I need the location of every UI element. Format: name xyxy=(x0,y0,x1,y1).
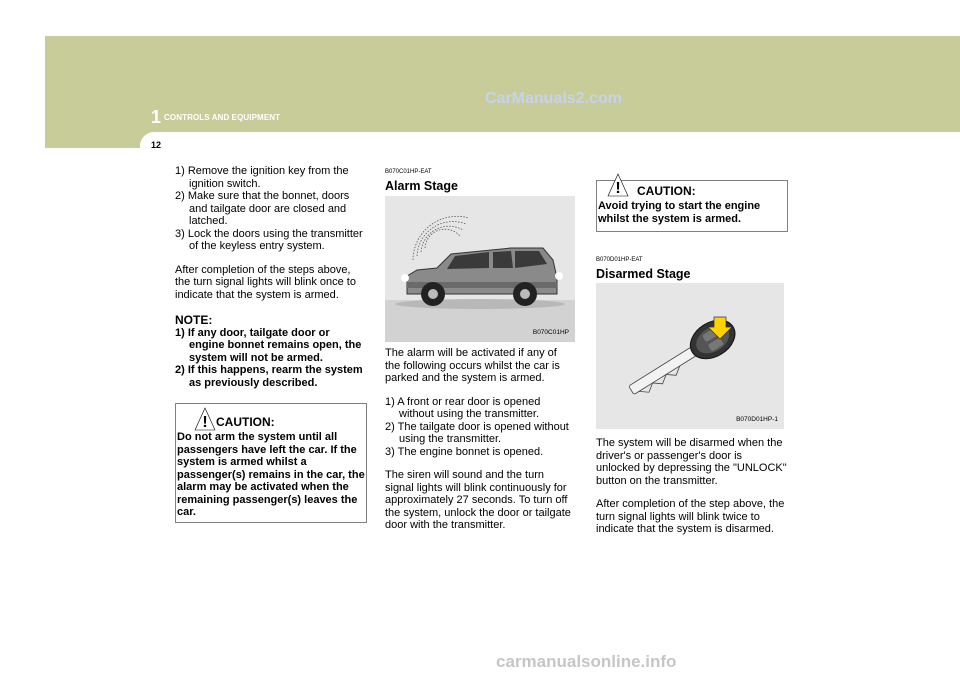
after-steps-text: After completion of the steps above, the turn signal lights will blink once to indicate that the system is armed. xyxy=(175,263,356,301)
alarm-item-2: 2) The tailgate door is opened without using the transmitter. xyxy=(385,420,569,445)
page-number: 12 xyxy=(151,140,162,150)
svg-text:!: ! xyxy=(615,180,621,197)
alarm-item-3: 3) The engine bonnet is opened. xyxy=(385,445,544,458)
step-2: 2) Make sure that the bonnet, doors and tailgate door are closed and latched. xyxy=(175,190,350,227)
caution-box-arming xyxy=(175,403,367,523)
key-figure xyxy=(596,283,784,429)
caution-title: CAUTION: xyxy=(637,184,696,198)
chapter-title: CONTROLS AND EQUIPMENT xyxy=(164,113,281,122)
footer-watermark[interactable]: carmanualsonline.info xyxy=(496,652,677,671)
column-right xyxy=(596,180,788,536)
figure-label: B070D01HP-1 xyxy=(736,415,778,423)
section-heading: Disarmed Stage xyxy=(596,266,691,281)
chapter-number: 1 xyxy=(151,107,162,127)
caution-box-start xyxy=(596,180,788,232)
section-code: B070D01HP-EAT xyxy=(596,257,643,263)
alarm-item-1: 1) A front or rear door is opened without using the transmitter. xyxy=(385,395,541,420)
figure-label: B070C01HP xyxy=(532,328,569,336)
step-1: 1) Remove the ignition key from the ignition switch. xyxy=(175,165,349,190)
disarm-para-2: After completion of the step above, the turn signal lights will blink twice to indicate that the system is disarmed. xyxy=(596,498,785,535)
note-2: 2) If this happens, rearm the system as previously described. xyxy=(175,364,363,389)
svg-text:!: ! xyxy=(202,414,208,431)
page-header xyxy=(0,0,960,148)
alarm-intro: The alarm will be activated if any of the following occurs whilst the car is parked and the system is armed. xyxy=(385,347,560,384)
caution-text: Do not arm the system until all passengers have left the car. If the system is armed whilst a passenger(s) remains in the car, the alarm may be activated when the remaining passenger(s) leaves the car. xyxy=(177,431,365,518)
note-1: 1) If any door, tailgate door or engine bonnet remains open, the system will not be armed. xyxy=(175,326,362,364)
caution-text: Avoid trying to start the engine whilst the system is armed. xyxy=(598,200,761,225)
disarm-para-1: The system will be disarmed when the driver's or passenger's door is unlocked by depressing the "UNLOCK" button on the transmitter. xyxy=(596,437,787,487)
column-middle xyxy=(385,166,575,532)
watermark-link[interactable]: CarManuals2.com xyxy=(485,90,622,107)
column-left xyxy=(175,165,365,523)
caution-title: CAUTION: xyxy=(216,415,275,429)
warning-icon xyxy=(194,407,216,431)
section-code: B070C01HP-EAT xyxy=(385,169,432,175)
transmitter-key-illustration xyxy=(596,283,784,429)
page-number-tab xyxy=(140,132,960,162)
warning-icon xyxy=(607,173,629,197)
alarm-figure xyxy=(385,196,575,342)
car-alarm-illustration xyxy=(385,196,575,342)
section-heading: Alarm Stage xyxy=(385,178,458,193)
step-3: 3) Lock the doors using the transmitter of the keyless entry system. xyxy=(175,227,363,252)
note-title: NOTE: xyxy=(175,313,213,327)
alarm-outro: The siren will sound and the turn signal lights will blink continuously for approximately 27 seconds. To turn off the system, unlock the door or tailgate door with the transmitter. xyxy=(385,469,571,531)
